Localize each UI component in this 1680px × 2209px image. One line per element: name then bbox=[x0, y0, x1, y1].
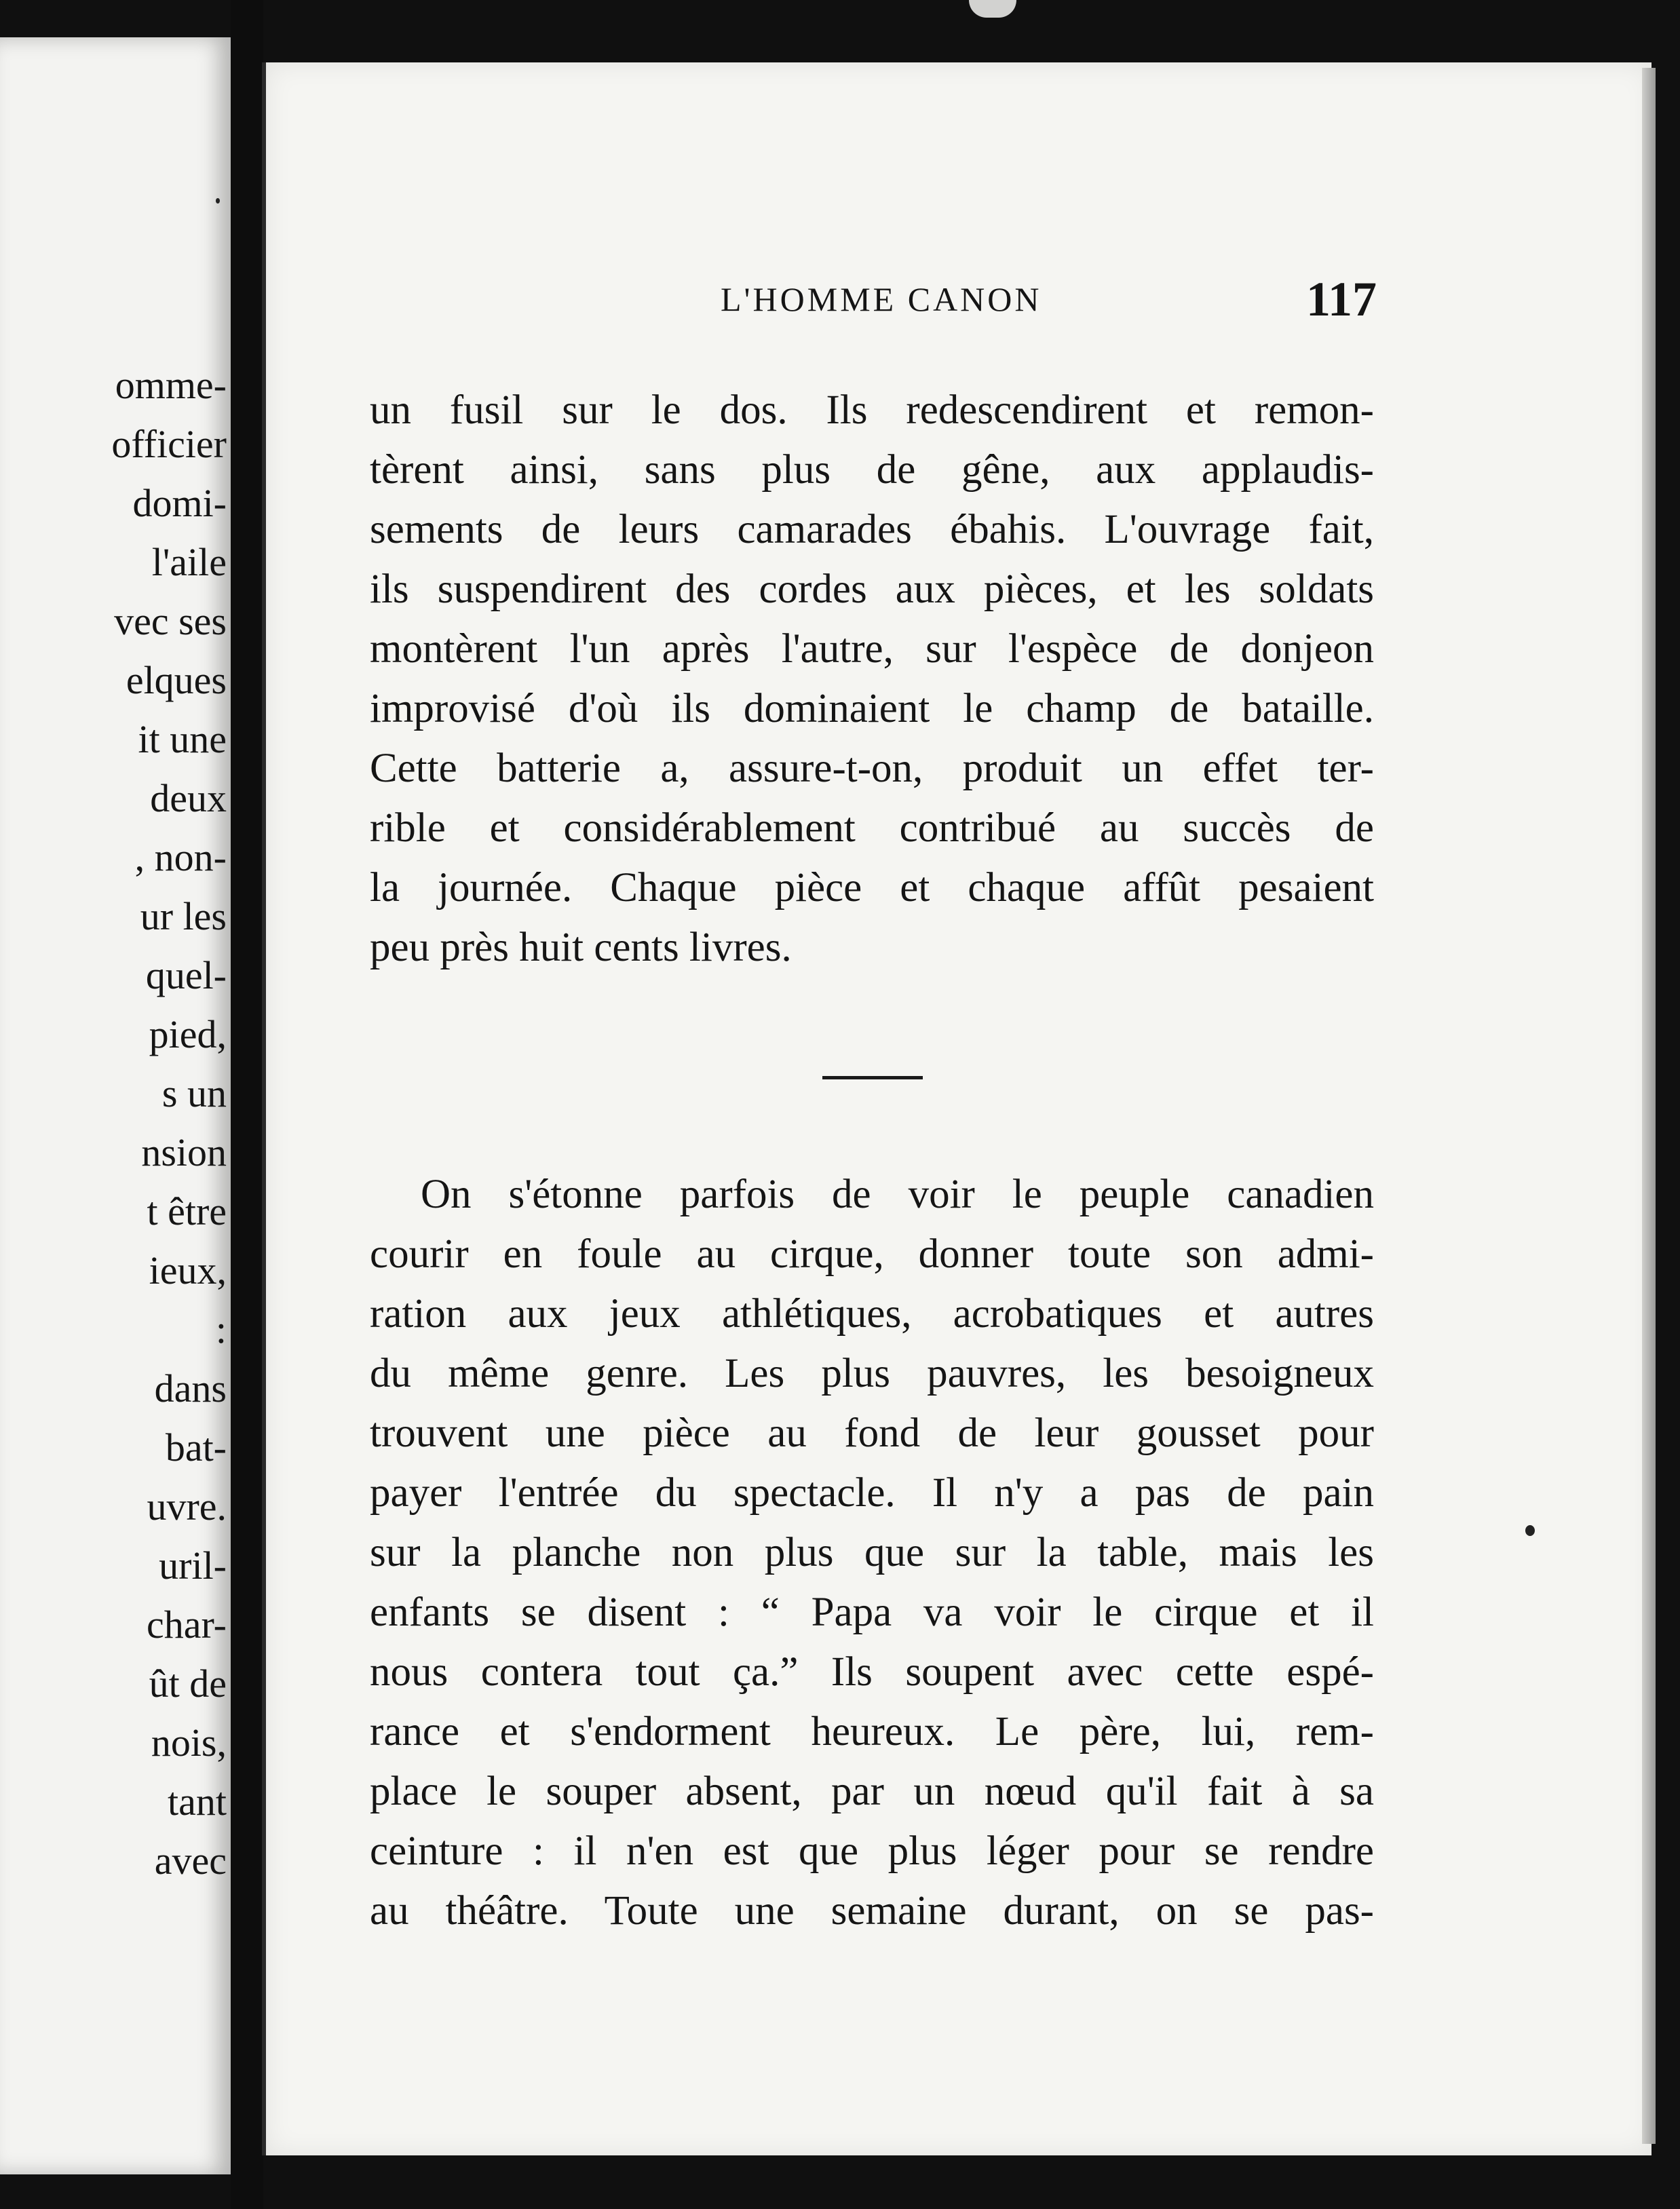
left-page-line: quel- bbox=[145, 953, 227, 997]
left-page-line: s un bbox=[161, 1071, 227, 1115]
left-page-line: l'aile bbox=[151, 540, 227, 584]
previous-page-fragment bbox=[0, 37, 231, 2174]
left-page-line: ur les bbox=[140, 894, 227, 938]
left-page-line: it une bbox=[138, 717, 227, 761]
left-page-line: pied, bbox=[149, 1012, 227, 1056]
left-page-line: domi- bbox=[132, 481, 227, 525]
left-page-line: , non- bbox=[134, 835, 227, 879]
left-page-line: char- bbox=[147, 1602, 227, 1647]
text-line: enfants se disent : “ Papa va voir le cirque et il bbox=[370, 1590, 1374, 1635]
text-line: au théâtre. Toute une semaine durant, on se pas- bbox=[370, 1888, 1374, 1934]
left-page-line: officier bbox=[111, 422, 227, 466]
text-line: improvisé d'où ils dominaient le champ de bataille. bbox=[370, 686, 1374, 731]
left-page-line: nsion bbox=[141, 1130, 227, 1174]
text-line: ils suspendirent des cordes aux pièces, et les soldats bbox=[370, 566, 1374, 612]
text-line: On s'étonne parfois de voir le peuple canadien bbox=[421, 1172, 1374, 1217]
section-divider bbox=[822, 1076, 923, 1079]
left-page-line: elques bbox=[126, 658, 227, 702]
left-page-line: nois, bbox=[151, 1721, 227, 1765]
text-line: peu près huit cents livres. bbox=[370, 925, 792, 970]
text-line: du même genre. Les plus pauvres, les besoigneux bbox=[370, 1351, 1374, 1396]
left-page-line: uvre. bbox=[147, 1484, 227, 1529]
text-line: nous contera tout ça.” Ils soupent avec cette espé- bbox=[370, 1649, 1374, 1695]
text-line: ration aux jeux athlétiques, acrobatiques et autres bbox=[370, 1291, 1374, 1337]
book-gutter bbox=[231, 0, 263, 2209]
text-line: ceinture : il n'en est que plus léger pour se rendre bbox=[370, 1828, 1374, 1874]
text-line: sements de leurs camarades ébahis. L'ouvrage fait, bbox=[370, 507, 1374, 552]
left-page-line: deux bbox=[150, 776, 227, 820]
text-line: rance et s'endorment heureux. Le père, lui, rem- bbox=[370, 1709, 1374, 1754]
left-page-line: avec bbox=[154, 1839, 227, 1883]
text-line: Cette batterie a, assure-t-on, produit un effet ter- bbox=[370, 746, 1374, 791]
page-number: 117 bbox=[1306, 272, 1377, 326]
left-page-line: uril- bbox=[159, 1543, 227, 1588]
left-page-line: bat- bbox=[165, 1425, 227, 1470]
ink-speck bbox=[216, 198, 220, 204]
text-line: sur la planche non plus que sur la table, mais les bbox=[370, 1530, 1374, 1575]
left-page-line: : bbox=[215, 1307, 227, 1351]
text-line: un fusil sur le dos. Ils redescendirent et remon- bbox=[370, 387, 1374, 433]
top-edge-mark bbox=[969, 0, 1016, 18]
left-page-line: vec ses bbox=[114, 599, 227, 643]
left-page-line: tant bbox=[168, 1780, 227, 1824]
text-line: courir en foule au cirque, donner toute son admi- bbox=[370, 1231, 1374, 1277]
text-line: trouvent une pièce au fond de leur gousset pour bbox=[370, 1410, 1374, 1456]
text-line: place le souper absent, par un nœud qu'il fait à sa bbox=[370, 1769, 1374, 1814]
running-head: L'HOMME CANON bbox=[721, 280, 1042, 318]
text-line: la journée. Chaque pièce et chaque affût pesaient bbox=[370, 865, 1374, 910]
left-page-line: t être bbox=[147, 1189, 227, 1233]
left-page-line: dans bbox=[154, 1366, 227, 1410]
left-page-line: omme- bbox=[115, 363, 227, 407]
left-page-line: ût de bbox=[149, 1661, 227, 1706]
text-line: montèrent l'un après l'autre, sur l'espèce de donjeon bbox=[370, 626, 1374, 672]
ink-speck bbox=[1525, 1525, 1535, 1536]
text-line: tèrent ainsi, sans plus de gêne, aux applaudis- bbox=[370, 447, 1374, 493]
text-line: payer l'entrée du spectacle. Il n'y a pas de pain bbox=[370, 1470, 1374, 1516]
left-page-line: ieux, bbox=[149, 1248, 227, 1292]
page-edge bbox=[1642, 68, 1656, 2144]
text-line: rible et considérablement contribué au succès de bbox=[370, 805, 1374, 851]
